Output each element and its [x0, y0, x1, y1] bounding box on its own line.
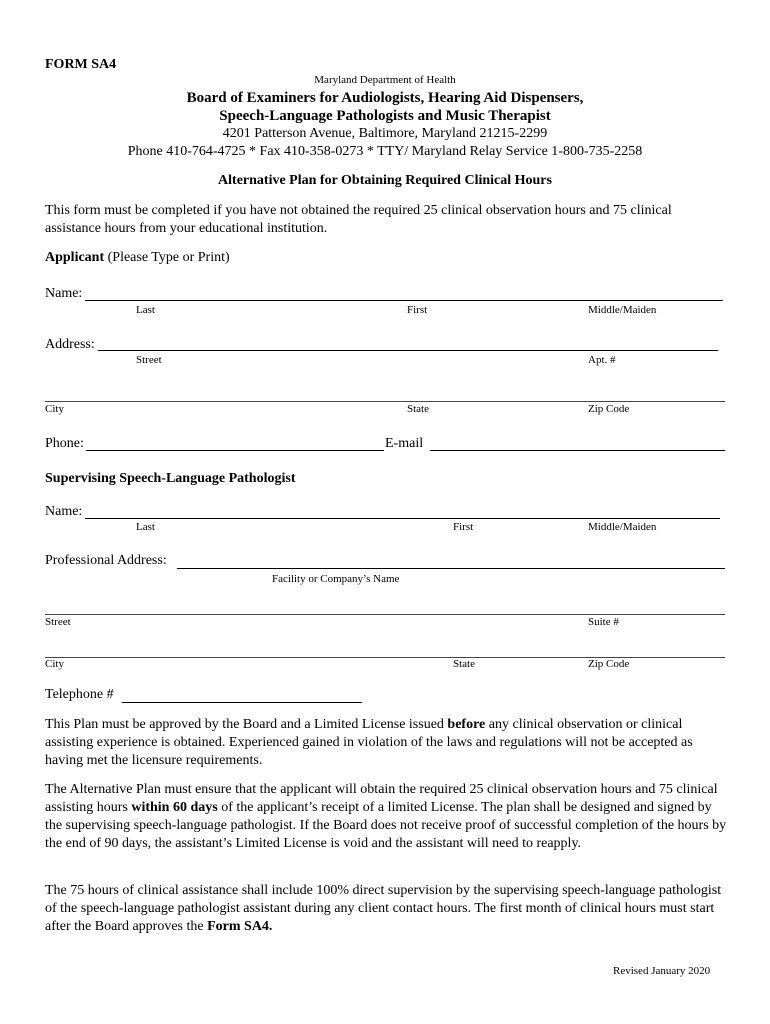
applicant-phone-field[interactable] — [86, 450, 384, 451]
applicant-city-field[interactable] — [45, 401, 725, 402]
supervisor-street-field[interactable] — [45, 614, 725, 615]
applicant-heading — [45, 250, 230, 266]
approval-paragraph — [45, 716, 730, 770]
supervisor-last-caption: Last — [136, 521, 155, 533]
applicant-first-caption: First — [407, 304, 428, 316]
supervisor-first-caption: First — [453, 521, 474, 533]
applicant-email-field[interactable] — [430, 450, 725, 451]
applicant-name-label: Name: — [45, 286, 83, 301]
supervisor-middle-caption: Middle/Maiden — [588, 521, 657, 533]
applicant-zip-caption: Zip Code — [588, 403, 630, 415]
supervisor-facility-field[interactable] — [177, 568, 725, 569]
applicant-apt-caption: Apt. # — [588, 354, 616, 366]
supervisor-suite-caption: Suite # — [588, 616, 619, 628]
department-name: Maryland Department of Health — [314, 74, 456, 86]
applicant-city-caption: City — [45, 403, 64, 415]
para2-text-b: of the applicant’s receipt of a limited License. The plan shall be designed and signed by the supervising speech-language pathologist. If the Board does not receive proof of successful completion of the hours by the end of 90 days, the assistant’s Limited License is void and the assistant will need to reapply. — [45, 800, 727, 851]
para1-bold: before — [447, 717, 486, 732]
para3-bold: Form SA4. — [207, 919, 273, 934]
applicant-state-caption: State — [407, 403, 429, 415]
supervisor-telephone-label: Telephone # — [45, 687, 114, 702]
supervisor-prof-address-label: Professional Address: — [45, 553, 167, 568]
applicant-email-label: E-mail — [385, 436, 424, 451]
applicant-last-caption: Last — [136, 304, 155, 316]
board-contact: Phone 410-764-4725 * Fax 410-358-0273 * TTY/ Maryland Relay Service 1-800-735-2258 — [127, 144, 643, 159]
applicant-phone-label: Phone: — [45, 436, 84, 451]
para3-text-a: The 75 hours of clinical assistance shall include 100% direct supervision by the supervising speech-language pathologist of the speech-language pathologist assistant during any client contact hours. The first month of clinical hours must start after the Board approves the — [45, 883, 722, 934]
para2-text-a: The Alternative Plan must ensure that the applicant will obtain the required 25 clinical observation hours and 75 clinical assisting hours — [45, 782, 718, 815]
revision-date: Revised January 2020 — [613, 965, 711, 977]
applicant-heading-label: Applicant — [45, 250, 105, 265]
supervisor-telephone-field[interactable] — [122, 702, 362, 703]
para2-bold: within 60 days — [131, 800, 218, 815]
supervisor-street-caption: Street — [45, 616, 71, 628]
plan-paragraph — [45, 781, 730, 853]
supervisor-city-caption: City — [45, 658, 64, 670]
supervisor-name-field[interactable] — [85, 518, 720, 519]
supervisor-heading: Supervising Speech-Language Pathologist — [45, 471, 296, 486]
applicant-name-field[interactable] — [85, 300, 723, 301]
applicant-street-caption: Street — [136, 354, 162, 366]
intro-text: This form must be completed if you have not obtained the required 25 clinical observation hours and 75 clinical assistance hours from your educational institution. — [45, 203, 672, 236]
para1-text-b: any clinical observation or clinical assisting experience is obtained. Experienced gained in violation of the laws and regulations will not be accepted as having met the licensure requirements. — [45, 717, 693, 768]
supervisor-name-label: Name: — [45, 504, 83, 519]
supervisor-facility-caption: Facility or Company’s Name — [272, 573, 400, 585]
board-name-line1: Board of Examiners for Audiologists, Hearing Aid Dispensers, — [186, 90, 584, 106]
supervisor-state-caption: State — [453, 658, 475, 670]
board-name-line2: Speech-Language Pathologists and Music Therapist — [219, 108, 551, 124]
applicant-middle-caption: Middle/Maiden — [588, 304, 657, 316]
applicant-address-label: Address: — [45, 337, 95, 352]
para1-text-a: This Plan must be approved by the Board and a Limited License issued — [45, 717, 448, 732]
applicant-street-field[interactable] — [98, 350, 718, 351]
applicant-heading-note: (Please Type or Print) — [104, 250, 230, 265]
form-title: Alternative Plan for Obtaining Required Clinical Hours — [218, 173, 552, 188]
supervisor-zip-caption: Zip Code — [588, 658, 630, 670]
supervision-paragraph — [45, 882, 730, 936]
board-address: 4201 Patterson Avenue, Baltimore, Maryland 21215-2299 — [222, 126, 548, 141]
form-id: FORM SA4 — [45, 57, 117, 72]
